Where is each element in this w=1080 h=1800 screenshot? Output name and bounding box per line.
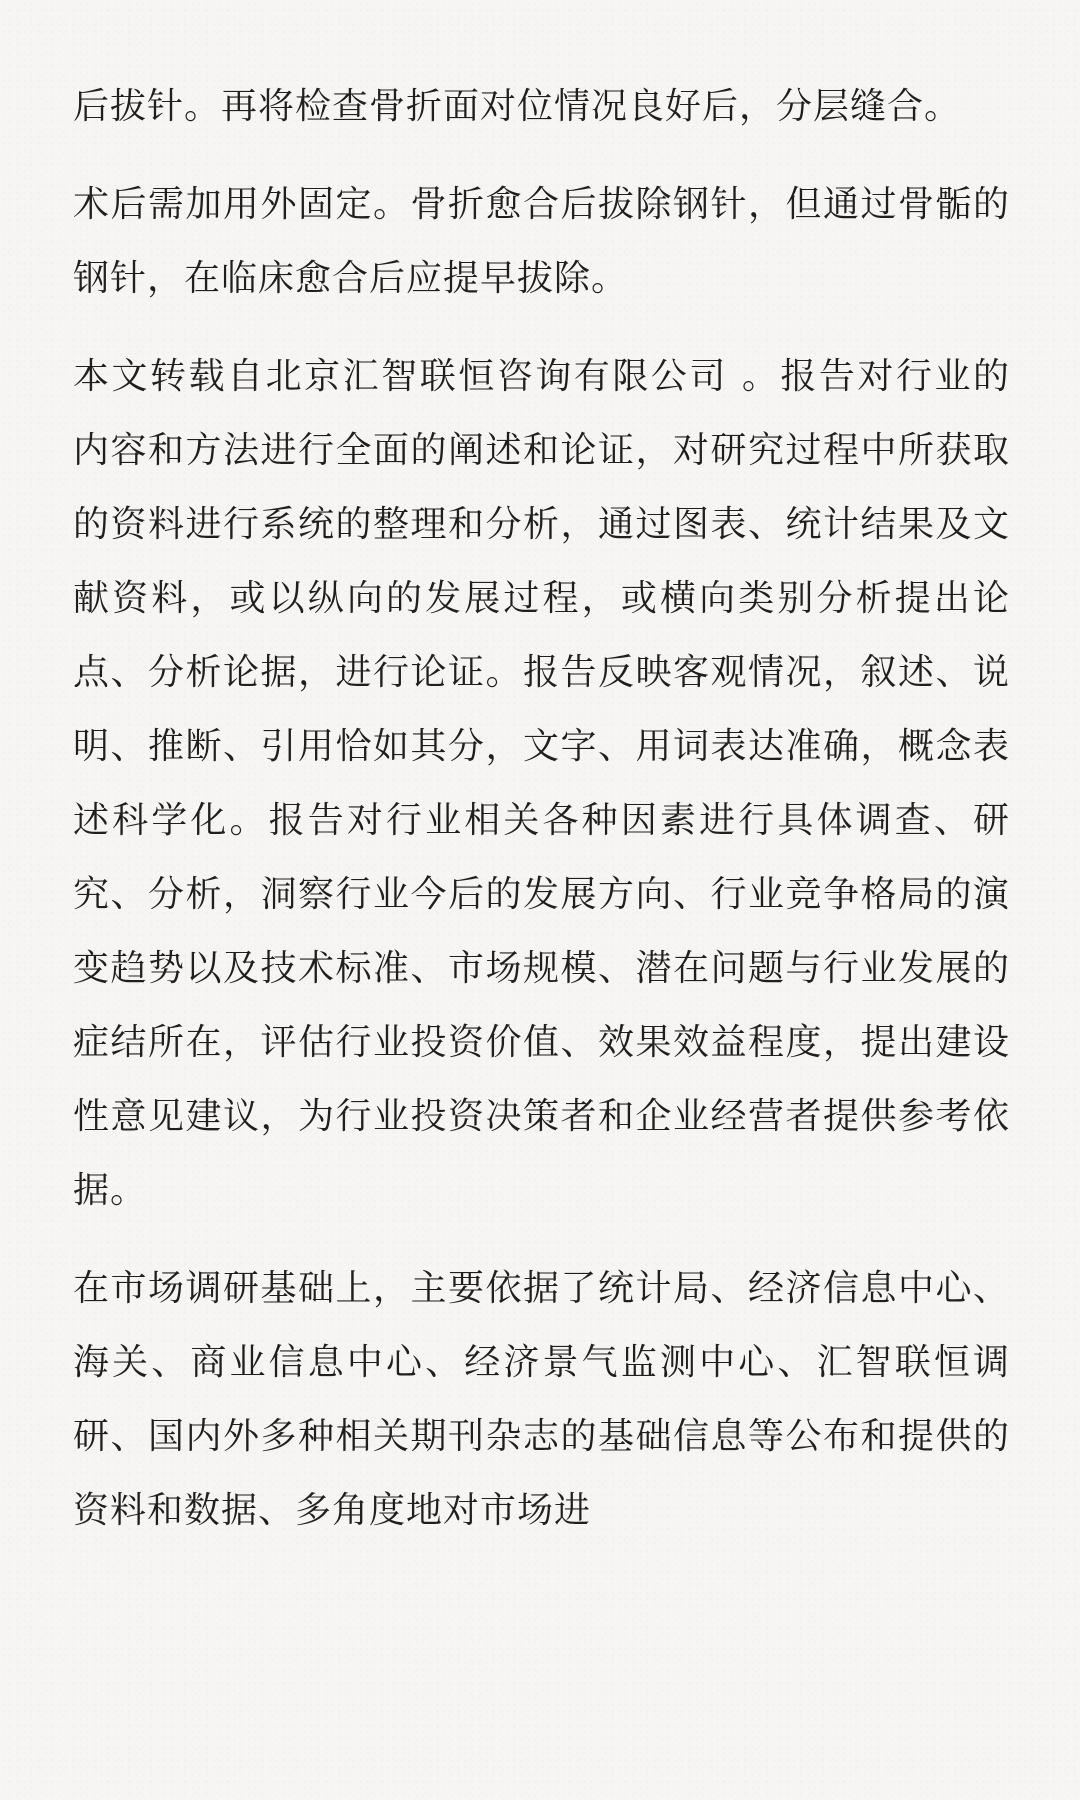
paragraph-data-sources: 在市场调研基础上，主要依据了统计局、经济信息中心、海关、商业信息中心、经济景气监测中心、汇智联恒调研、国内外多种相关期刊杂志的基础信息等公布和提供的资料和数据、多角度地对市场进	[73, 1268, 1010, 1531]
paragraph-report-description: 本文转载自北京汇智联恒咨询有限公司 。报告对行业的内容和方法进行全面的阐述和论证，对研究过程中所获取的资料进行系统的整理和分析，通过图表、统计结果及文献资料，或以纵向的发展过程，或横向类别分析提出论点、分析论据，进行论证。报告反映客观情况，叙述、说明、推断、引用恰如其分，文字、用词表达准确，概念表述科学化。报告对行业相关各种因素进行具体调查、研究、分析，洞察行业今后的发展方向、行业竞争格局的演变趋势以及技术标准、市场规模、潜在问题与行业发展的症结所在，评估行业投资价值、效果效益程度，提出建设性意见建议，为行业投资决策者和企业经营者提供参考依据。	[73, 356, 1010, 1211]
paragraph-post-op-fixation: 术后需加用外固定。骨折愈合后拔除钢针，但通过骨骺的钢针，在临床愈合后应提早拔除。	[73, 184, 1010, 299]
paragraph-surgery-suturing: 后拔针。再将检查骨折面对位情况良好后，分层缝合。	[73, 86, 962, 127]
